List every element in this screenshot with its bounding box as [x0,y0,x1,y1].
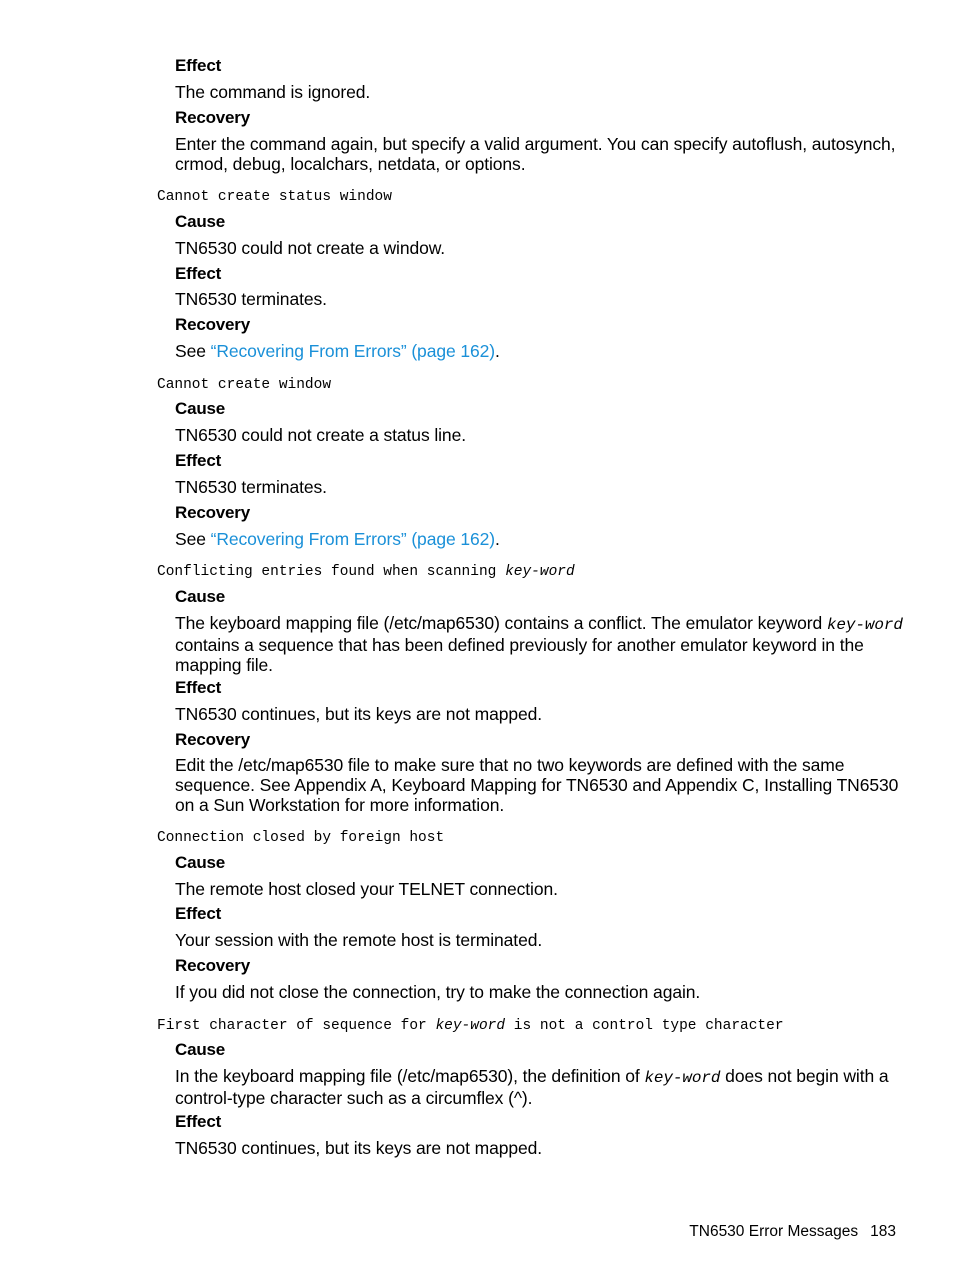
recovering-from-errors-link[interactable]: “Recovering From Errors” (page 162) [210,529,495,549]
effect-text: The command is ignored. [175,82,371,102]
error-message [157,1017,784,1035]
cause-text-start: The keyboard mapping file (/etc/map6530) contains a conflict. The emulator keyword [175,613,827,633]
message-variable: key-word [435,1018,506,1034]
recovery-text [175,341,899,361]
recovery-heading: Recovery [175,503,250,522]
effect-heading: Effect [175,264,222,283]
cause-heading: Cause [175,1040,226,1059]
effect-heading: Effect [175,678,222,697]
recovery-heading: Recovery [175,730,250,749]
effect-text: TN6530 continues, but its keys are not mapped. [175,704,543,724]
cause-text-start: In the keyboard mapping file (/etc/map6530), the definition of [175,1066,645,1086]
effect-text: TN6530 terminates. [175,289,327,309]
page-number: 183 [870,1223,896,1240]
recovery-suffix: . [494,529,500,549]
error-message: Cannot create status window [157,189,392,205]
recovery-heading: Recovery [175,956,250,975]
cause-text: TN6530 could not create a status line. [175,425,466,445]
recovery-text: If you did not close the connection, try to make the connection again. [175,982,701,1002]
error-message: Connection closed by foreign host [157,830,445,846]
cause-text-end: contains a sequence that has been defined previously for another emulator keyword in the mapping file. [175,635,864,675]
cause-text [175,1066,903,1108]
effect-heading: Effect [175,56,222,75]
cause-heading: Cause [175,212,226,231]
recovering-from-errors-link[interactable]: “Recovering From Errors” (page 162) [210,341,495,361]
effect-heading: Effect [175,904,222,923]
error-message: Cannot create window [157,377,332,393]
page-footer [689,1222,896,1242]
footer-section-title: TN6530 Error Messages [689,1223,859,1240]
cause-variable: key-word [826,616,903,634]
cause-text-end: does not begin with a control-type character such as a circumflex (^). [175,1066,889,1108]
cause-text: TN6530 could not create a window. [175,238,446,258]
cause-text [175,613,905,675]
recovery-prefix: See [175,529,211,549]
recovery-text: Enter the command again, but specify a valid argument. You can specify autoflush, autosynch, crmod, debug, localchars, netdata, or options. [175,134,896,174]
effect-heading: Effect [175,1112,222,1131]
cause-text: The remote host closed your TELNET connection. [175,879,558,899]
recovery-heading: Recovery [175,108,250,127]
effect-text: Your session with the remote host is terminated. [175,930,543,950]
recovery-heading: Recovery [175,315,250,334]
error-message [157,563,575,581]
cause-heading: Cause [175,399,226,418]
message-text-end: is not a control type character [505,1018,784,1034]
effect-text: TN6530 continues, but its keys are not mapped. [175,1138,543,1158]
recovery-text: Edit the /etc/map6530 file to make sure that no two keywords are defined with the same sequence. See Appendix A, Keyboard Mapping for TN6530 and Appendix C, Installing TN6530 on a Sun Workstation for more information. [175,755,899,815]
message-text: Conflicting entries found when scanning [157,564,506,580]
cause-heading: Cause [175,587,226,606]
effect-heading: Effect [175,451,222,470]
cause-variable: key-word [644,1069,721,1087]
message-variable: key-word [505,564,575,580]
recovery-text [175,529,899,549]
effect-text: TN6530 terminates. [175,477,327,497]
cause-heading: Cause [175,853,226,872]
recovery-suffix: . [494,341,500,361]
message-text-start: First character of sequence for [157,1018,436,1034]
recovery-prefix: See [175,341,211,361]
